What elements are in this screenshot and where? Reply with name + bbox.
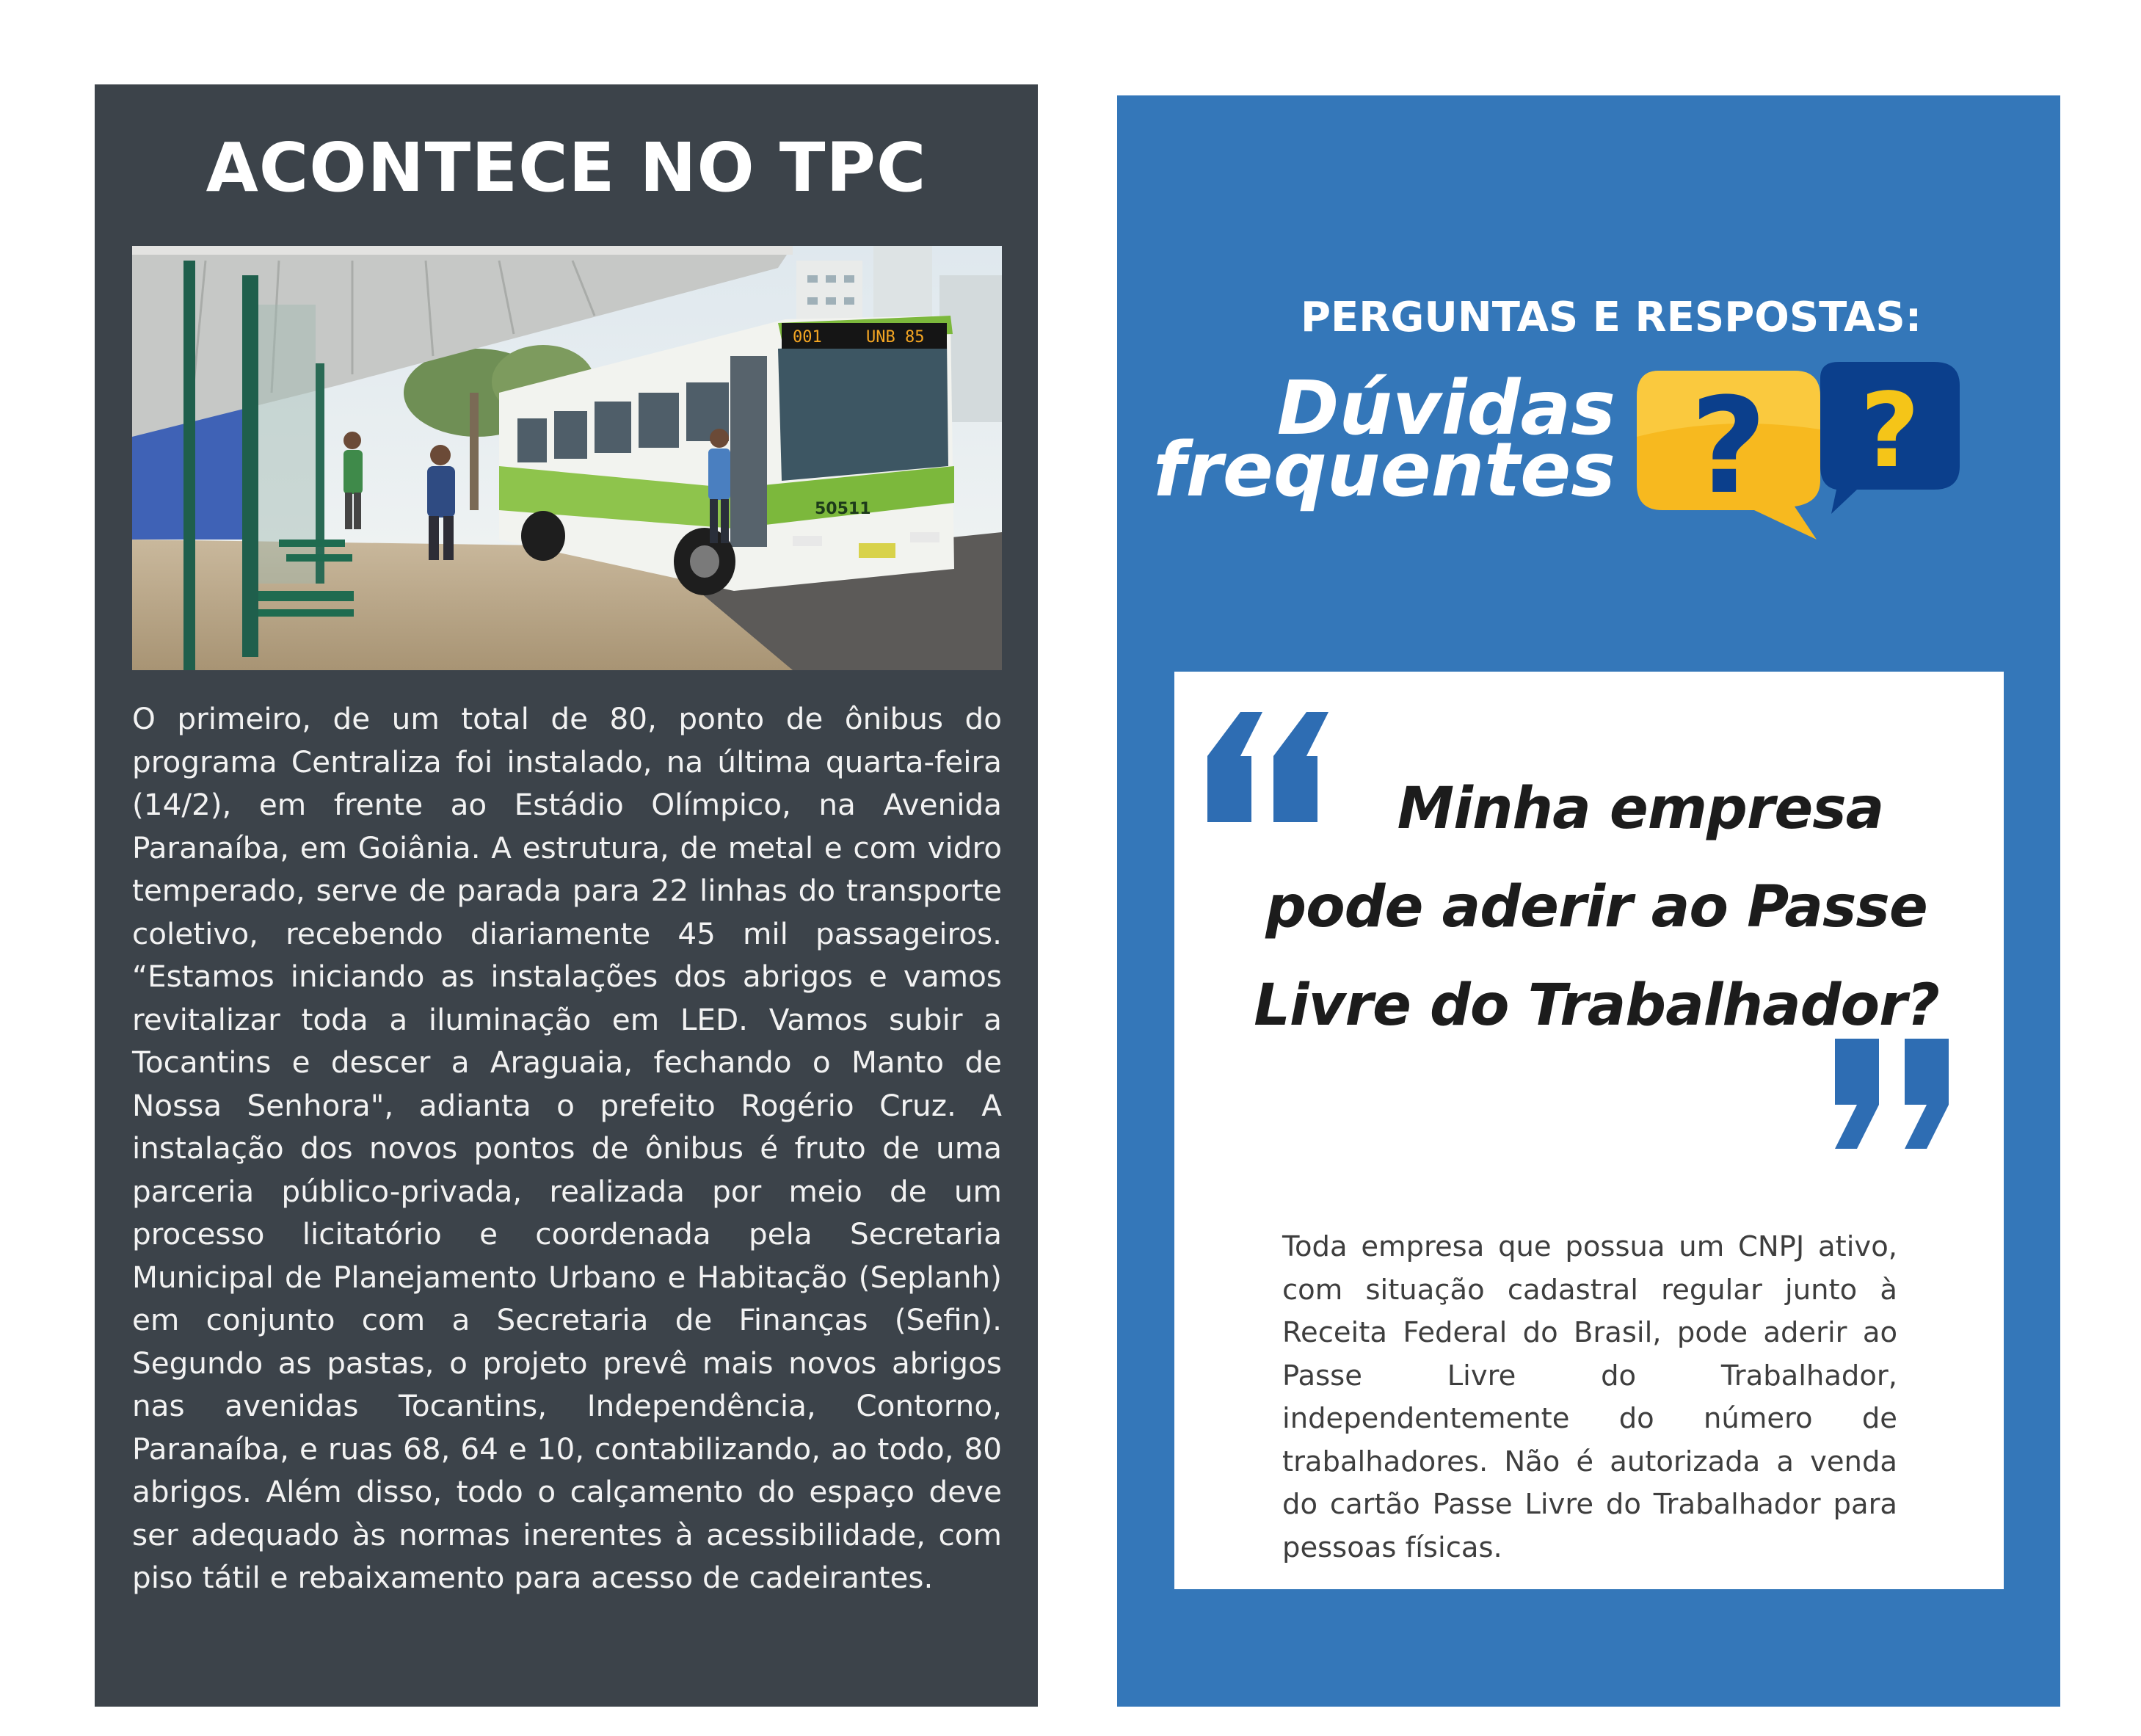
article-body: O primeiro, de um total de 80, ponto de ônibus do programa Centraliza foi instalado, na última quarta-feira (14/2), em frente ao Estádio Olímpico, na Avenida Paranaíba, em Goiânia. A estrutura, de metal e com vidro temperado, serve de parada para 22 linhas do transporte coletivo, recebendo diariamente 45 mil passageiros. “Estamos iniciando as instalações dos abrigos e vamos revitalizar toda a iluminação em LED. Vamos subir a Tocantins e descer a Araguaia, fechando o Manto de Nossa Senhora", adianta o prefeito Rogério Cruz. A instalação dos novos pontos de ônibus é fruto de uma parceria público-privada, realizada por meio de um processo licitatório e coordenada pela Secretaria Municipal de Planejamento Urbano e Habitação (Seplanh) em conjunto com a Secretaria de Finanças (Sefin). Segundo as pastas, o projeto prevê mais novos abrigos nas avenidas Tocantins, Independência, Contorno, Paranaíba, e ruas 68, 64 e 10, contabilizando, ao todo, 80 abrigos. Além disso, todo o calçamento do espaço deve ser adequado às normas inerentes à acessibilidade, com piso tátil e rebaixamento para acesso de cadeirantes. bbox=[132, 701, 1002, 1595]
bus-destination: UNB 85 bbox=[866, 328, 925, 346]
bus-stop-photo bbox=[132, 246, 1002, 670]
faq-question-line2: pode aderir ao Passe bbox=[1265, 874, 1927, 940]
close-quote-mark-icon bbox=[1835, 1039, 1952, 1149]
faq-question bbox=[1226, 760, 1967, 1055]
faq-subtitle-line1: Dúvidas bbox=[1276, 365, 1615, 452]
bus-fleet-number: 50511 bbox=[815, 500, 871, 518]
faq-question-line3: Livre do Trabalhador? bbox=[1254, 973, 1939, 1039]
section-title: ACONTECE NO TPC bbox=[206, 128, 927, 207]
faq-answer: Toda empresa que possua um CNPJ ativo, com situação cadastral regular junto à Receita Federal do Brasil, pode aderir ao Passe Livre do Trabalhador, independentemente do número de trabalhadores. Não é autorizada a venda do cartão Passe Livre do Trabalhador para pessoas físicas. bbox=[1282, 1230, 1897, 1564]
faq-card bbox=[1174, 672, 2004, 1589]
faq-subtitle bbox=[1153, 365, 1615, 514]
faq-question-line1: Minha empresa bbox=[1397, 776, 1884, 842]
faq-heading: PERGUNTAS E RESPOSTAS: bbox=[1301, 294, 1922, 341]
faq-subtitle-line2: frequentes bbox=[1153, 426, 1615, 514]
question-bubbles-icon bbox=[1637, 356, 1967, 547]
svg-text:?: ? bbox=[1690, 370, 1767, 523]
faq-panel bbox=[1117, 95, 2060, 1707]
svg-text:?: ? bbox=[1860, 371, 1920, 491]
news-panel bbox=[95, 84, 1038, 1707]
bus-route-number: 001 bbox=[793, 328, 822, 346]
